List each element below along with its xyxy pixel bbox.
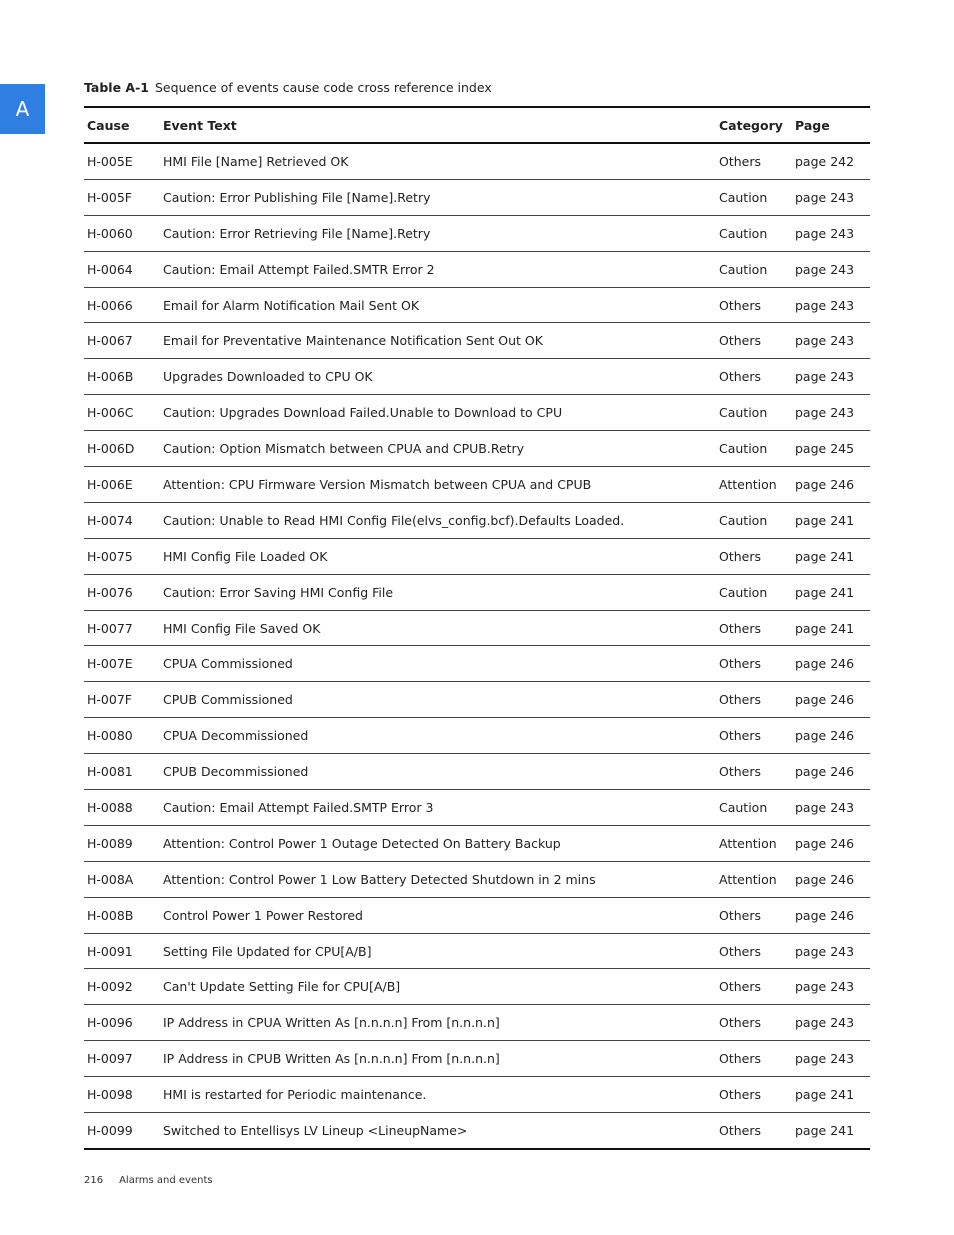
cell-category: Caution — [716, 574, 792, 610]
header-cause: Cause — [84, 107, 160, 143]
table-row — [84, 969, 870, 1005]
cell-cause: H-0092 — [84, 969, 160, 1005]
table-caption-text: Sequence of events cause code cross reference index — [154, 80, 492, 95]
table-row — [84, 359, 870, 395]
table-body — [84, 143, 870, 1149]
cell-cause: H-0098 — [84, 1077, 160, 1113]
cell-cause: H-0080 — [84, 718, 160, 754]
table-row — [84, 790, 870, 826]
cell-event-text: Attention: Control Power 1 Low Battery Detected Shutdown in 2 mins — [160, 861, 716, 897]
cell-event-text: Attention: Control Power 1 Outage Detected On Battery Backup — [160, 825, 716, 861]
cell-cause: H-006D — [84, 431, 160, 467]
cell-event-text: Setting File Updated for CPU[A/B] — [160, 933, 716, 969]
cell-page: page 246 — [792, 467, 870, 503]
table-row — [84, 1077, 870, 1113]
cell-event-text: Caution: Option Mismatch between CPUA and CPUB.Retry — [160, 431, 716, 467]
table-row — [84, 179, 870, 215]
cell-cause: H-007F — [84, 682, 160, 718]
cell-page: page 243 — [792, 969, 870, 1005]
table-row — [84, 1113, 870, 1149]
table-row — [84, 215, 870, 251]
footer-section: Alarms and events — [119, 1175, 213, 1186]
header-category: Category — [716, 107, 792, 143]
cell-cause: H-0075 — [84, 538, 160, 574]
cell-category: Others — [716, 143, 792, 179]
cell-category: Caution — [716, 395, 792, 431]
cell-category: Others — [716, 1005, 792, 1041]
cell-cause: H-0088 — [84, 790, 160, 826]
cell-page: page 243 — [792, 215, 870, 251]
table-row — [84, 682, 870, 718]
cell-page: page 243 — [792, 933, 870, 969]
table-row — [84, 610, 870, 646]
cell-page: page 241 — [792, 502, 870, 538]
cell-page: page 246 — [792, 825, 870, 861]
cause-code-table — [84, 106, 870, 1150]
cell-cause: H-0066 — [84, 287, 160, 323]
table-row — [84, 574, 870, 610]
cell-cause: H-0089 — [84, 825, 160, 861]
table-header — [84, 107, 870, 143]
cell-event-text: IP Address in CPUB Written As [n.n.n.n] From [n.n.n.n] — [160, 1041, 716, 1077]
cell-event-text: HMI is restarted for Periodic maintenance. — [160, 1077, 716, 1113]
cell-page: page 243 — [792, 323, 870, 359]
cell-cause: H-005E — [84, 143, 160, 179]
cell-category: Others — [716, 610, 792, 646]
table-row — [84, 143, 870, 179]
cell-page: page 241 — [792, 1113, 870, 1149]
cell-category: Others — [716, 1113, 792, 1149]
cell-page: page 241 — [792, 1077, 870, 1113]
cell-page: page 243 — [792, 1041, 870, 1077]
cell-event-text: CPUA Commissioned — [160, 646, 716, 682]
cell-event-text: Switched to Entellisys LV Lineup <LineupName> — [160, 1113, 716, 1149]
cell-event-text: Upgrades Downloaded to CPU OK — [160, 359, 716, 395]
cell-page: page 246 — [792, 861, 870, 897]
cell-cause: H-0077 — [84, 610, 160, 646]
table-row — [84, 538, 870, 574]
table-caption-label: Table A-1 — [84, 80, 149, 95]
cell-event-text: Caution: Upgrades Download Failed.Unable to Download to CPU — [160, 395, 716, 431]
table-row — [84, 323, 870, 359]
cell-page: page 243 — [792, 1005, 870, 1041]
cell-cause: H-0067 — [84, 323, 160, 359]
table-row — [84, 251, 870, 287]
cell-page: page 246 — [792, 646, 870, 682]
cell-page: page 246 — [792, 754, 870, 790]
cell-cause: H-0096 — [84, 1005, 160, 1041]
table-row — [84, 718, 870, 754]
cell-category: Others — [716, 897, 792, 933]
cell-page: page 246 — [792, 897, 870, 933]
table-row — [84, 395, 870, 431]
table-row — [84, 825, 870, 861]
table-row — [84, 467, 870, 503]
cell-category: Others — [716, 969, 792, 1005]
cell-page: page 243 — [792, 359, 870, 395]
cell-event-text: Caution: Email Attempt Failed.SMTP Error 3 — [160, 790, 716, 826]
table-row — [84, 754, 870, 790]
cell-event-text: Control Power 1 Power Restored — [160, 897, 716, 933]
cell-category: Caution — [716, 179, 792, 215]
cell-page: page 245 — [792, 431, 870, 467]
cell-cause: H-008B — [84, 897, 160, 933]
cell-category: Attention — [716, 467, 792, 503]
cell-event-text: CPUB Decommissioned — [160, 754, 716, 790]
cell-page: page 246 — [792, 718, 870, 754]
table-row — [84, 1005, 870, 1041]
cell-event-text: Attention: CPU Firmware Version Mismatch between CPUA and CPUB — [160, 467, 716, 503]
cell-cause: H-0074 — [84, 502, 160, 538]
cell-cause: H-006B — [84, 359, 160, 395]
cell-cause: H-0099 — [84, 1113, 160, 1149]
table-caption — [84, 80, 492, 95]
cell-event-text: Email for Preventative Maintenance Notification Sent Out OK — [160, 323, 716, 359]
appendix-letter: A — [15, 97, 30, 121]
cell-category: Caution — [716, 790, 792, 826]
cell-category: Others — [716, 287, 792, 323]
table-row — [84, 431, 870, 467]
cell-cause: H-006E — [84, 467, 160, 503]
cell-cause: H-005F — [84, 179, 160, 215]
cell-event-text: Caution: Unable to Read HMI Config File(elvs_config.bcf).Defaults Loaded. — [160, 502, 716, 538]
cell-event-text: CPUB Commissioned — [160, 682, 716, 718]
cell-event-text: HMI Config File Saved OK — [160, 610, 716, 646]
cell-page: page 243 — [792, 251, 870, 287]
cell-page: page 242 — [792, 143, 870, 179]
cell-cause: H-007E — [84, 646, 160, 682]
cell-category: Caution — [716, 215, 792, 251]
cell-category: Others — [716, 1077, 792, 1113]
cell-cause: H-0097 — [84, 1041, 160, 1077]
cell-event-text: Caution: Email Attempt Failed.SMTR Error 2 — [160, 251, 716, 287]
cell-category: Caution — [716, 431, 792, 467]
cell-cause: H-008A — [84, 861, 160, 897]
page-footer — [84, 1175, 213, 1186]
cell-page: page 243 — [792, 790, 870, 826]
cell-cause: H-006C — [84, 395, 160, 431]
table-row — [84, 287, 870, 323]
cell-category: Others — [716, 646, 792, 682]
cell-page: page 246 — [792, 682, 870, 718]
cell-category: Caution — [716, 502, 792, 538]
table-row — [84, 861, 870, 897]
cell-category: Others — [716, 359, 792, 395]
cell-category: Others — [716, 323, 792, 359]
header-event-text: Event Text — [160, 107, 716, 143]
cell-event-text: Caution: Error Retrieving File [Name].Retry — [160, 215, 716, 251]
cell-event-text: Email for Alarm Notification Mail Sent OK — [160, 287, 716, 323]
cell-event-text: IP Address in CPUA Written As [n.n.n.n] From [n.n.n.n] — [160, 1005, 716, 1041]
cell-category: Others — [716, 754, 792, 790]
table-row — [84, 646, 870, 682]
cell-page: page 243 — [792, 395, 870, 431]
header-page: Page — [792, 107, 870, 143]
cell-cause: H-0060 — [84, 215, 160, 251]
table-row — [84, 1041, 870, 1077]
cell-event-text: Caution: Error Saving HMI Config File — [160, 574, 716, 610]
cell-page: page 241 — [792, 538, 870, 574]
cell-event-text: Can't Update Setting File for CPU[A/B] — [160, 969, 716, 1005]
table-row — [84, 933, 870, 969]
cell-category: Caution — [716, 251, 792, 287]
cell-event-text: HMI File [Name] Retrieved OK — [160, 143, 716, 179]
cell-category: Others — [716, 682, 792, 718]
cell-category: Attention — [716, 861, 792, 897]
cell-cause: H-0064 — [84, 251, 160, 287]
cell-category: Others — [716, 538, 792, 574]
cell-category: Attention — [716, 825, 792, 861]
cell-category: Others — [716, 933, 792, 969]
table-row — [84, 502, 870, 538]
page-number: 216 — [84, 1175, 104, 1186]
header-row — [84, 107, 870, 143]
cell-event-text: Caution: Error Publishing File [Name].Retry — [160, 179, 716, 215]
cell-page: page 241 — [792, 574, 870, 610]
cell-category: Others — [716, 718, 792, 754]
cell-category: Others — [716, 1041, 792, 1077]
cell-page: page 243 — [792, 179, 870, 215]
table-row — [84, 897, 870, 933]
cell-event-text: CPUA Decommissioned — [160, 718, 716, 754]
cell-page: page 241 — [792, 610, 870, 646]
cell-cause: H-0091 — [84, 933, 160, 969]
cell-cause: H-0081 — [84, 754, 160, 790]
appendix-tab — [0, 84, 45, 134]
cell-event-text: HMI Config File Loaded OK — [160, 538, 716, 574]
cell-cause: H-0076 — [84, 574, 160, 610]
cell-page: page 243 — [792, 287, 870, 323]
